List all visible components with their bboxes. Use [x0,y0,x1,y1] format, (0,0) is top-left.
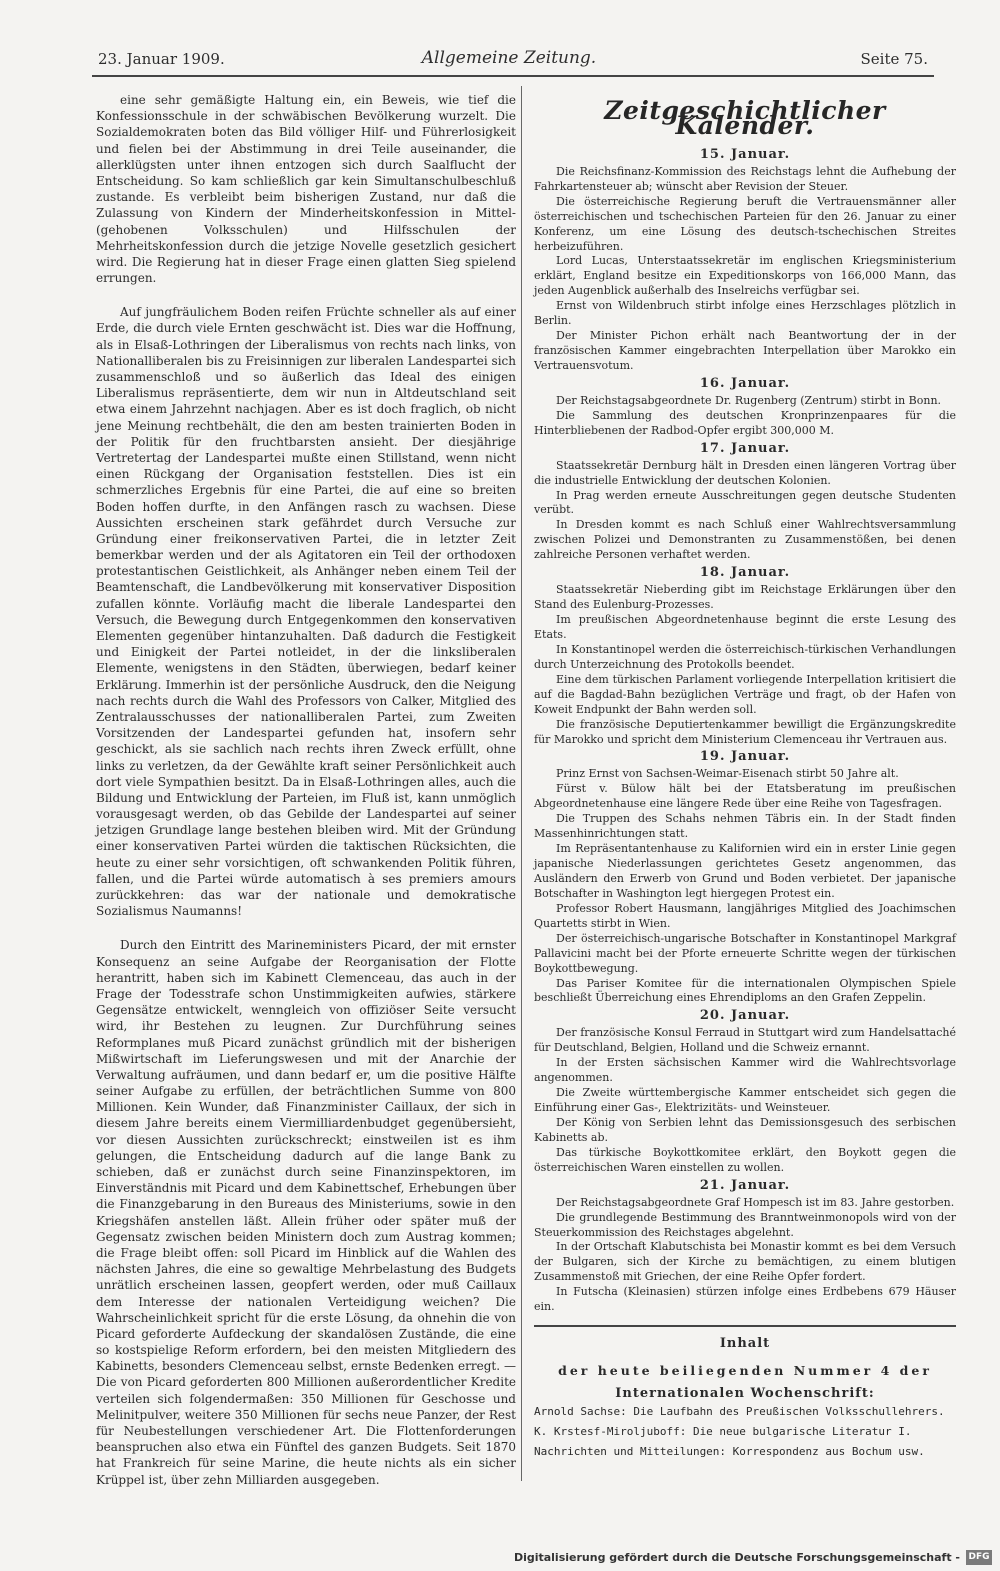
calendar-entry: Die Reichsfinanz-Kommission des Reichstags lehnt die Aufhebung der Fahrkartensteuer ab; wünscht aber Revision der Steuer. [534,164,956,193]
calendar-date-heading: 15. Januar. [699,146,791,162]
calendar-entry: Die französische Deputiertenkammer bewilligt die Ergänzungskredite für Marokko und spricht dem Ministerium Clemenceau ihr Vertrauen aus. [534,717,956,746]
calendar-entry: Der französische Konsul Ferraud in Stuttgart wird zum Handelsattaché für Deutschland, Belgien, Holland und die Schweiz ernannt. [534,1026,956,1055]
inhalt-item: K. Krstesf-Miroljuboff: Die neue bulgarische Literatur I. [534,1424,912,1438]
calendar-date-heading: 20. Januar. [699,1008,791,1024]
calendar-entry: Der König von Serbien lehnt das Demissionsgesuch des serbischen Kabinetts ab. [534,1115,956,1144]
calendar-entry: Die Zweite württembergische Kammer entscheidet sich gegen die Einführung einer Gas-, Elektrizitäts- und Weinsteuer. [534,1086,956,1114]
newspaper-title: Allgemeine Zeitung. [421,48,597,68]
calendar-day [534,566,956,747]
calendar-entry: Prinz Ernst von Sachsen-Weimar-Eisenach stirbt 50 Jahre alt. [556,767,899,781]
calendar-date-heading: 21. Januar. [699,1177,791,1193]
calendar-entry: Staatssekretär Dernburg hält in Dresden einen längeren Vortrag über die industrielle Entwicklung der deutschen Kolonien. [534,458,956,487]
inhalt-publication: Internationalen Wochenschrift: [615,1386,875,1401]
inhalt-item: Arnold Sachse: Die Laufbahn des Preußischen Volksschullehrers. [534,1404,945,1418]
issue-date: 23. Januar 1909. [98,50,225,68]
calendar-entry: In Dresden kommt es nach Schluß einer Wahlrechtsversammlung zwischen Polizei und Demonstranten zu Zusammenstößen, bei denen zahlreiche Personen verhaftet werden. [534,518,956,562]
left-column-article [96,92,516,1488]
calendar-date-heading: 16. Januar. [699,375,791,391]
calendar-entry: Staatssekretär Nieberding gibt im Reichstage Erklärungen über den Stand des Eulenburg-Prozesses. [534,583,956,612]
page-number: Seite 75. [860,50,928,68]
header-rule [92,75,934,77]
right-column-calendar [534,96,956,1462]
page-header [86,48,932,74]
calendar-entry: Der Minister Pichon erhält nach Beantwortung der in der französischen Kammer eingebrachten Interpellation über Marokko ein Vertrauensvotum. [534,329,956,372]
inhalt-item: Nachrichten und Mitteilungen: Korrespondenz aus Bochum usw. [534,1444,925,1458]
calendar-entry: Das Pariser Komitee für die internationalen Olympischen Spiele beschließt Überreichung eines Ehrendiploms an den Grafen Zeppelin. [534,976,956,1005]
calendar-entry: Im Repräsentantenhause zu Kalifornien wird ein in erster Linie gegen japanische Niederlassungen gerichtetes Gesetz angenommen, das Ausländern den Erwerb von Grund und Boden verbietet. Der japanische Botschafter in Washington legt hiergegen Protest ein. [534,842,956,900]
funding-credit: Digitalisierung gefördert durch die Deutsche Forschungsgemeinschaft - [513,1551,960,1564]
dfg-logo-icon: DFG [966,1550,992,1565]
article-paragraph: Auf jungfräulichem Boden reifen Früchte schneller als auf einer Erde, die durch viele Ernten geschwächt ist. Dies war die Hoffnung, als in Elsaß-Lothringen der Liberalismus von rechts nach links, von Nationalliberalen bis zu Freisinnigen zur liberalen Landespartei sich zusammenschloß und so äußerlich das Ideal des einigen Liberalismus repräsentierte, dem wir nun in Altdeutschland seit etwa einem Jahrzehnt nachjagen. Aber es ist doch fraglich, ob nicht jene Meinung rechtbehält, die den am besten trainierten Boden in der Politik für den fruchtbarsten ansieht. Der diesjährige Vertretertag der Landespartei mußte einen Stillstand, wenn nicht einen Rückgang der Organisation feststellen. Dies ist ein schmerzliches Ergebnis für eine Partei, die auf eine so breiten Boden hoffen durfte, in den Anfängen rasch zu wachsen. Diese Aussichten erscheinen stark gefährdet durch Versuche zur Gründung einer freikonservativen Partei, die in letzter Zeit bemerkbar werden und der als Agitatoren ein Teil der orthodoxen protestantischen Geistlichkeit, als Anhänger neben einem Teil der Beamtenschaft, die Landbevölkerung mit konservativer Disposition zufallen könnte. Vorläufig macht die liberale Landespartei den Versuch, die Bewegung durch Entgegenkommen den konservativen Elementen gegenüber hintanzuhalten. Daß dadurch die Festigkeit und Einigkeit der Partei notleidet, in der die linksliberalen Elemente, wenigstens in den Städten, überwiegen, bedarf keiner Erklärung. Immerhin ist der persönliche Ausdruck, den die Neigung nach rechts durch die Wahl des Professors von Calker, Mitglied des Zentralausschusses der nationalliberalen Partei, zum Zweiten Vorsitzenden der Landespartei gefunden hat, insofern sehr geschickt, als sie sachlich nach rechts ihren Zweck erfüllt, ohne links zu verletzen, da der Gewählte kraft seiner Persönlichkeit auch dort viele Sympathien besitzt. Da in Elsaß-Lothringen alles, auch die Bildung und Entwicklung der Parteien, im Fluß ist, kann unmöglich vorausgesagt werden, ob das Gebilde der Landespartei auf seiner jetzigen Grundlage lange bestehen bleiben wird. Mit der Gründung einer konservativen Partei würden die taktischen Rücksichten, die heute zu einer sehr vorsichtigen, oft schwankenden Politik führen, fallen, und die Partei würde automatisch à ses premiers amours zurückkehren: das war der nationale und demokratische Sozialismus Naumanns! [96,305,516,919]
calendar-entry: In Prag werden erneute Ausschreitungen gegen deutsche Studenten verübt. [534,488,956,517]
calendar-entry: Die grundlegende Bestimmung des Branntweinmonopols wird von der Steuerkommission des Reichstages abgelehnt. [534,1210,956,1239]
inhalt-subtitle: der heute beiliegenden Nummer 4 der [558,1363,932,1379]
calendar-entry: In Futscha (Kleinasien) stürzen infolge eines Erdbebens 679 Häuser ein. [534,1285,956,1314]
calendar-day [534,1179,956,1315]
calendar-entry: Die österreichische Regierung beruft die Vertrauensmänner aller österreichischen und tschechischen Parteien für den 26. Januar zu einer Konferenz, um eine Lösung des deutsch-tschechischen Streites herbeizuführen. [534,194,956,253]
calendar-entry: In der Ersten sächsischen Kammer wird die Wahlrechtsvorlage angenommen. [534,1056,956,1085]
calendar-entry: Der österreichisch-ungarische Botschafter in Konstantinopel Markgraf Pallavicini macht bei der Pforte erneuerte Schritte wegen der türkischen Boykottbewegung. [534,931,956,975]
calendar-entry: Die Truppen des Schahs nehmen Täbris ein. In der Stadt finden Massenhinrichtungen statt. [534,812,956,841]
calendar-entry: Im preußischen Abgeordnetenhause beginnt die erste Lesung des Etats. [534,613,956,641]
article-paragraph: eine sehr gemäßigte Haltung ein, ein Beweis, wie tief die Konfessionsschule in der schwäbischen Bevölkerung wurzelt. Die Sozialdemokraten boten das Bild völliger Hilf- und Führerlosigkeit und fielen bei der Abstimmung in drei Teile auseinander, die allerklügsten unter ihnen entzogen sich durch Saalflucht der Entscheidung. So kam schließlich gar kein Simultanschulbeschluß zustande. Es verbleibt beim bisherigen Zustand, nur daß die Zulassung von Kindern der Minderheitskonfession in Mittel- (gehobenen Volksschulen) und Hilfsschulen der Mehrheitskonfession durch die jetzige Novelle gesetzlich gesichert wird. Die Regierung hat in dieser Frage einen glatten Sieg spielend errungen. [96,93,516,286]
calendar-title: Zeitgeschichtlicher Kalender. [604,96,886,140]
calendar-day [534,442,956,564]
calendar-entry: Die Sammlung des deutschen Kronprinzenpaares für die Hinterbliebenen der Radbod-Opfer ergibt 300,000 M. [534,408,956,437]
calendar-entry: In Konstantinopel werden die österreichisch-türkischen Verhandlungen durch Unterzeichnung des Protokolls beendet. [534,642,956,671]
calendar-entry: Der Reichstagsabgeordnete Dr. Rugenberg (Zentrum) stirbt in Bonn. [556,393,942,407]
calendar-date-heading: 19. Januar. [699,749,791,765]
calendar-entry: Ernst von Wildenbruch stirbt infolge eines Herzschlages plötzlich in Berlin. [534,299,956,328]
calendar-date-heading: 18. Januar. [699,565,791,581]
calendar-entry: In der Ortschaft Klabutschista bei Monastir kommt es bei dem Versuch der Bulgaren, sich der Kirche zu bemächtigen, zu einem blutigen Zusammenstoß mit Griechen, der eine Reihe Opfer fordert. [534,1240,956,1284]
calendar-day [534,750,956,1006]
calendar-day [534,148,956,374]
calendar-day [534,1009,956,1175]
calendar-entry: Das türkische Boykottkomitee erklärt, den Boykott gegen die österreichischen Waren einstellen zu wollen. [534,1145,956,1174]
inhalt-title: Inhalt [719,1336,771,1352]
inhalt-box [534,1337,956,1462]
calendar-entry: Fürst v. Bülow hält bei der Etatsberatung im preußischen Abgeordnetenhause eine längere Rede über eine Reihe von Tagesfragen. [534,782,956,811]
calendar-entry: Der Reichstagsabgeordnete Graf Hompesch ist im 83. Jahre gestorben. [556,1195,955,1209]
calendar-day [534,377,956,439]
column-divider [521,86,522,1481]
calendar-entry: Lord Lucas, Unterstaatssekretär im englischen Kriegsministerium erklärt, England besitze ein Expeditionskorps von 166,000 Mann, das jeden Augenblick außerhalb des Inselreichs verfügbar sei. [534,254,956,298]
digitization-footer [0,1547,1000,1571]
calendar-entry: Eine dem türkischen Parlament vorliegende Interpellation kritisiert die auf die Bagdad-Bahn bezüglichen Verträge und fragt, ob der Hafen von Koweit Endpunkt der Bahn werden soll. [534,672,956,716]
calendar-date-heading: 17. Januar. [699,440,791,456]
article-paragraph: Durch den Eintritt des Marineministers Picard, der mit ernster Konsequenz an seine Aufgabe der Reorganisation der Flotte herantritt, haben sich im Kabinett Clemenceau, das auch in der Frage der Todesstrafe schon Unstimmigkeiten aufwies, stärkere Gegensätze entwickelt, wenngleich von offiziöser Seite versucht wird, ihr Bestehen zu leugnen. Zur Durchführung seines Reformplanes muß Picard zunächst gründlich mit der bisherigen Mißwirtschaft im Lieferungswesen und mit der Anarchie der Verwaltung aufräumen, und dann bedarf er, um die positive Hälfte seiner Aufgabe zu erfüllen, der beträchtlichen Summe von 800 Millionen. Kein Wunder, daß Finanzminister Caillaux, der sich in diesem Jahre bereits einem Viermilliardenbudget gegenübersieht, vor diesen Aussichten zurückschreckt; einstweilen ist es ihm gelungen, die Entscheidung dadurch auf die lange Bank zu schieben, daß er zunächst durch seine Finanzinspektoren, im Einverständnis mit Picard und dem Kabinettschef, Erhebungen über die Finanzgebarung in den Bureaus des Ministeriums, sowie in den Kriegshäfen anstellen läßt. Allein früher oder später muß der Gegensatz zwischen beiden Ministern doch zum Austrag kommen; die Frage bleibt offen: soll Picard im Hinblick auf die Wahlen des nächsten Jahres, die eine so gewaltige Mehrbelastung des Budgets unrätlich erscheinen lassen, geopfert werden, oder muß Caillaux dem Interesse der nationalen Verteidigung weichen? Die Wahrscheinlichkeit spricht für die erste Lösung, da ohnehin die von Picard geforderte Aufdeckung der skandalösen Zustände, die eine so kostspielige Reform erfordern, bei den meisten Mitgliedern des Kabinetts, besonders Clemenceau selbst, ernste Bedenken erregt. — Die von Picard geforderten 800 Millionen außerordentlicher Kredite verteilen sich folgendermaßen: 350 Millionen für Geschosse und Melinitpulver, weitere 350 Millionen für sechs neue Panzer, der Rest für Neubestellungen verschiedener Art. Die Flottenforderungen beanspruchen also etwa ein Fünftel des ganzen Budgets. Seit 1870 hat Frankreich für seine Marine, die heute nichts als ein sicher Krüppel ist, über zehn Milliarden ausgegeben. [96,938,516,1487]
calendar-entry: Professor Robert Hausmann, langjähriges Mitglied des Joachimschen Quartetts stirbt in Wien. [534,901,956,930]
section-rule [534,1325,956,1327]
